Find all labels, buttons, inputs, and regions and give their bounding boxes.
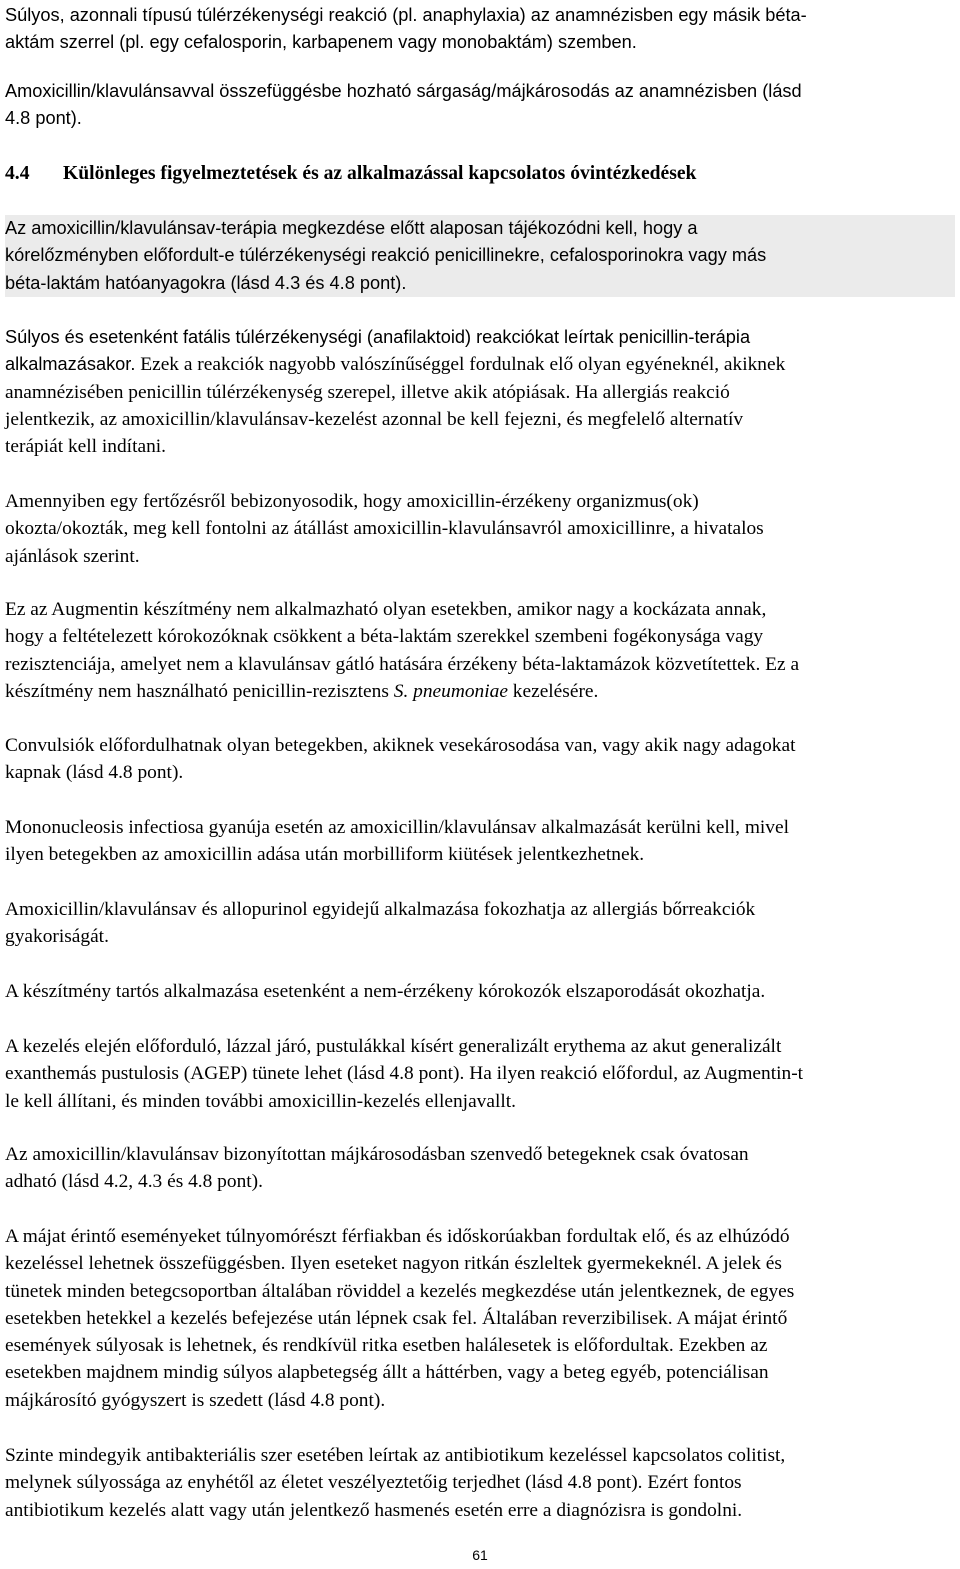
page-number: 61: [472, 1547, 488, 1563]
text-line: Convulsiók előfordulhatnak olyan betegekben, akiknek vesekárosodása van, vagy akik nagy adagokat: [5, 735, 796, 756]
text-line: béta-laktám hatóanyagokra (lásd 4.3 és 4.8 pont).: [5, 272, 407, 293]
paragraph-convulsions: [5, 732, 955, 787]
text-run: készítmény nem használható penicillin-rezisztens: [5, 680, 394, 702]
text-line: hogy a feltételezett kórokozóknak csökkent a béta-laktám szerekkel szembeni fogékonysága vagy: [5, 626, 764, 648]
text-line: A kezelés elején előforduló, lázzal járó, pustulákkal kísért generalizált erythema az akut generalizált: [5, 1036, 782, 1057]
paragraph-pretherapy-check: [5, 215, 955, 297]
text-line: adható (lásd 4.2, 4.3 és 4.8 pont).: [5, 1171, 263, 1193]
text-line: antibiotikum kezelés alatt vagy után jelentkező hasmenés esetén erre a diagnózisra is gondolni.: [5, 1499, 743, 1521]
intro-paragraph-liver: [5, 78, 955, 133]
text-line: májkárosító gyógyszert is szedett (lásd 4.8 pont).: [5, 1389, 386, 1411]
text-line: Amennyiben egy fertőzésről bebizonyosodik, hogy amoxicillin-érzékeny organizmus(ok): [5, 491, 699, 512]
text-line: anamnézisében penicillin túlérzékenység szerepel, illetve akik atópiásak. Ha allergiás reakció: [5, 381, 730, 403]
section-heading: [5, 160, 955, 187]
paragraph-liver-impairment: [5, 1141, 955, 1196]
text-line: gyakoriságát.: [5, 926, 109, 948]
text-line: Az amoxicillin/klavulánsav-terápia megkezdése előtt alaposan tájékozódni kell, hogy a: [5, 218, 698, 238]
text-line: 4.8 pont).: [5, 108, 82, 129]
text-line: Az amoxicillin/klavulánsav bizonyítottan májkárosodásban szenvedő betegeknek csak óvatosan: [5, 1144, 749, 1165]
paragraph-agep: [5, 1033, 955, 1115]
section-number: 4.4: [5, 163, 30, 184]
paragraph-long-term-use: [5, 978, 955, 1005]
text-line: kórelőzményben előfordult-e túlérzékenységi reakció penicillinekre, cefalosporinokra vagy más: [5, 245, 767, 266]
intro-paragraph-hypersensitivity: [5, 2, 955, 57]
text-line: aktám szerrel (pl. egy cefalosporin, karbapenem vagy monobaktám) szemben.: [5, 32, 637, 53]
text-line: kapnak (lásd 4.8 pont).: [5, 762, 184, 784]
species-name: S. pneumoniae: [393, 680, 508, 702]
paragraph-hepatic-events: [5, 1223, 955, 1414]
text-line: rezisztenciája, amelyet nem a klavulánsav gátló hatására érzékeny béta-laktamázok közvetítettek. Ez a: [5, 653, 800, 675]
text-line: okozta/okozták, meg kell fontolni az átállást amoxicillin-klavulánsavról amoxicillinre, a hivatalos: [5, 518, 764, 540]
text-run: Ezek a reakciók nagyobb valószínűséggel fordulnak elő olyan egyéneknél, akiknek: [135, 354, 786, 376]
paragraph-switch-amoxicillin: [5, 488, 955, 570]
text-run: kezelésére.: [507, 680, 599, 702]
paragraph-mononucleosis: [5, 814, 955, 869]
text-line: tünetek minden betegcsoportban általában röviddel a kezelés megkezdése után jelentkeznek, de egyes: [5, 1280, 795, 1302]
paragraph-colitis: [5, 1442, 955, 1524]
text-line: ilyen betegekben az amoxicillin adása után morbilliform kiütések jelentkezhetnek.: [5, 844, 645, 866]
text-line: Amoxicillin/klavulánsav és allopurinol egyidejű alkalmazása fokozhatja az allergiás bőrreakciók: [5, 899, 756, 920]
text-line: Súlyos és esetenként fatális túlérzékenységi (anafilaktoid) reakciókat leírtak penicillin-terápia: [5, 327, 751, 347]
text-run: alkalmazásakor.: [5, 354, 136, 375]
paragraph-anaphylactoid-reactions: [5, 324, 955, 460]
text-line: esetekben majdnem mindig súlyos alapbetegség állt a háttérben, vagy a beteg egyéb, potenciálisan: [5, 1362, 769, 1384]
text-line: ajánlások szerint.: [5, 545, 140, 567]
text-line: terápiát kell indítani.: [5, 436, 166, 458]
paragraph-allopurinol: [5, 896, 955, 951]
text-line: A készítmény tartós alkalmazása esetenként a nem-érzékeny kórokozók elszaporodását okozhatja.: [5, 981, 766, 1002]
text-line: esetekben hetekkel a kezelés befejezése után lépnek csak fel. Általában reverzibilisek. A májat érintő: [5, 1307, 788, 1329]
text-line: Ez az Augmentin készítmény nem alkalmazható olyan esetekben, amikor nagy a kockázata annak,: [5, 599, 767, 620]
paragraph-augmentin-resistance: [5, 596, 955, 705]
text-line: Súlyos, azonnali típusú túlérzékenységi reakció (pl. anaphylaxia) az anamnézisben egy másik béta-: [5, 5, 807, 25]
text-line: Szinte mindegyik antibakteriális szer esetében leírtak az antibiotikum kezeléssel kapcsolatos colitist,: [5, 1445, 786, 1466]
text-line: melynek súlyossága az enyhétől az életet veszélyeztetőig terjedhet (lásd 4.8 pont). Ezért fontos: [5, 1472, 742, 1494]
text-line: exanthemás pustulosis (AGEP) tünete lehet (lásd 4.8 pont). Ha ilyen reakció előfordul, az Augmentin-t: [5, 1063, 804, 1085]
text-line: jelentkezik, az amoxicillin/klavulánsav-kezelést azonnal be kell fejezni, és megfelelő alternatív: [5, 408, 744, 430]
text-line: A májat érintő eseményeket túlnyomórészt férfiakban és időskorúakban fordultak elő, és az elhúzódó: [5, 1226, 790, 1247]
section-title: Különleges figyelmeztetések és az alkalmazással kapcsolatos óvintézkedések: [63, 163, 697, 184]
text-line: Mononucleosis infectiosa gyanúja esetén az amoxicillin/klavulánsav alkalmazását kerülni kell, mivel: [5, 817, 789, 838]
text-line: kezeléssel lehetnek összefüggésben. Ilyen eseteket nagyon ritkán észleltek gyermekeknél. A jelek és: [5, 1253, 782, 1275]
text-line: le kell állítani, és minden további amoxicillin-kezelés ellenjavallt.: [5, 1090, 516, 1112]
text-line: események súlyosak is lehetnek, és rendkívül ritka esetben halálesetek is előfordultak. Ezekben az: [5, 1335, 768, 1357]
text-line: Amoxicillin/klavulánsavval összefüggésbe hozható sárgaság/májkárosodás az anamnézisben (lásd: [5, 81, 802, 101]
